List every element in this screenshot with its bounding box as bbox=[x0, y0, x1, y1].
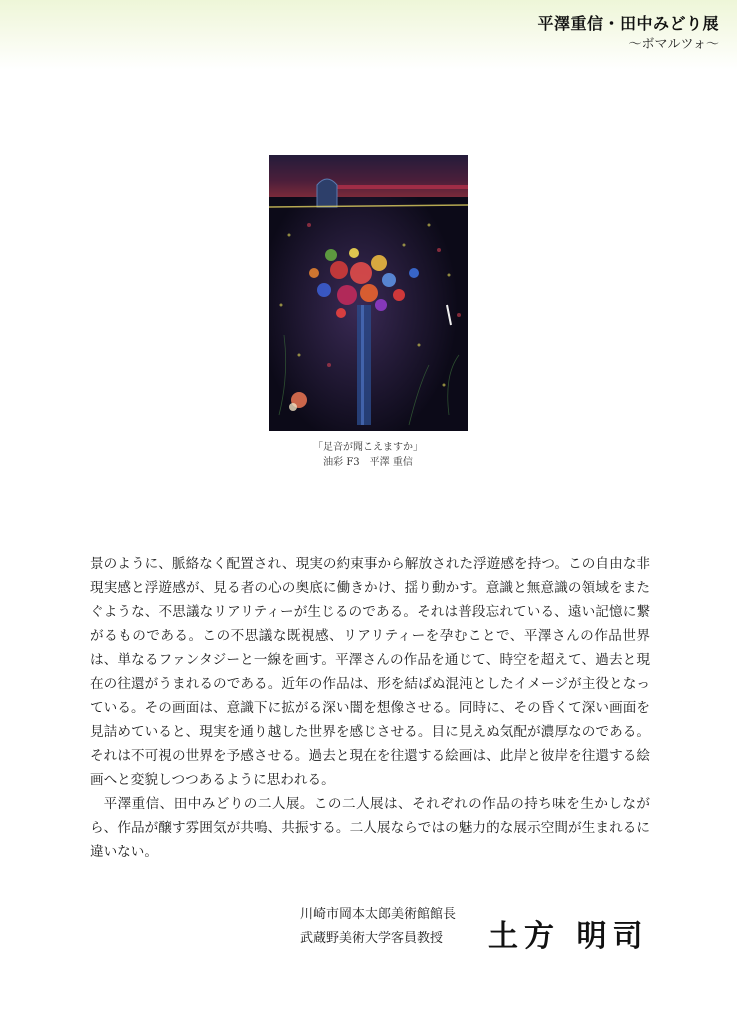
essay-paragraph-2: 平澤重信、田中みどりの二人展。この二人展は、それぞれの作品の持ち味を生かしながら、作品が醸す雰囲気が共鳴、共振する。二人展ならではの魅力的な展示空間が生まれるに違いない。 bbox=[90, 796, 650, 860]
exhibition-title: 平澤重信・田中みどり展 bbox=[537, 14, 719, 33]
artwork-caption bbox=[268, 440, 468, 470]
exhibition-subtitle: 〜ボマルツォ〜 bbox=[628, 37, 719, 52]
essay-paragraph-1: 景のように、脈絡なく配置され、現実の約束事から解放された浮遊感を持つ。この自由な非現実感と浮遊感が、見る者の心の奥底に働きかけ、揺り動かす。意識と無意識の領域をまたぐような、不思議なリアリティーが生じるのである。それは普段忘れている、遠い記憶に繋がるものである。この不思議な既視感、リアリティーを孕むことで、平澤さんの作品世界は、単なるファンタジーと一線を画す。平澤さんの作品を通じて、時空を超えて、過去と現在の往還がうまれるのである。近年の作品は、形を結ばぬ混沌としたイメージが主役となっている。その画面は、意識下に拡がる深い闇を想像させる。同時に、その昏くて深い画面を見詰めていると、現実を通り越した世界を感じさせる。目に見えぬ気配が濃厚なのである。それは不可視の世界を予感させる。過去と現在を往還する絵画は、此岸と彼岸を往還する絵画へと変貌しつつあるように思われる。 bbox=[90, 556, 650, 788]
essay-body bbox=[90, 552, 650, 864]
author-name: 土方 明司 bbox=[488, 919, 649, 954]
author-title-1: 川崎市岡本太郎美術館館長 bbox=[300, 907, 457, 922]
author-signature-block bbox=[300, 903, 649, 954]
painting-graphic bbox=[269, 155, 468, 431]
author-titles bbox=[300, 903, 456, 951]
painting-image bbox=[269, 155, 468, 431]
author-title-2: 武蔵野美術大学客員教授 bbox=[300, 931, 444, 946]
artwork-caption-title: 「足音が聞こえますか」 bbox=[313, 442, 423, 453]
page-header bbox=[537, 14, 719, 54]
artwork-caption-detail: 油彩 F3 平澤 重信 bbox=[323, 457, 413, 468]
